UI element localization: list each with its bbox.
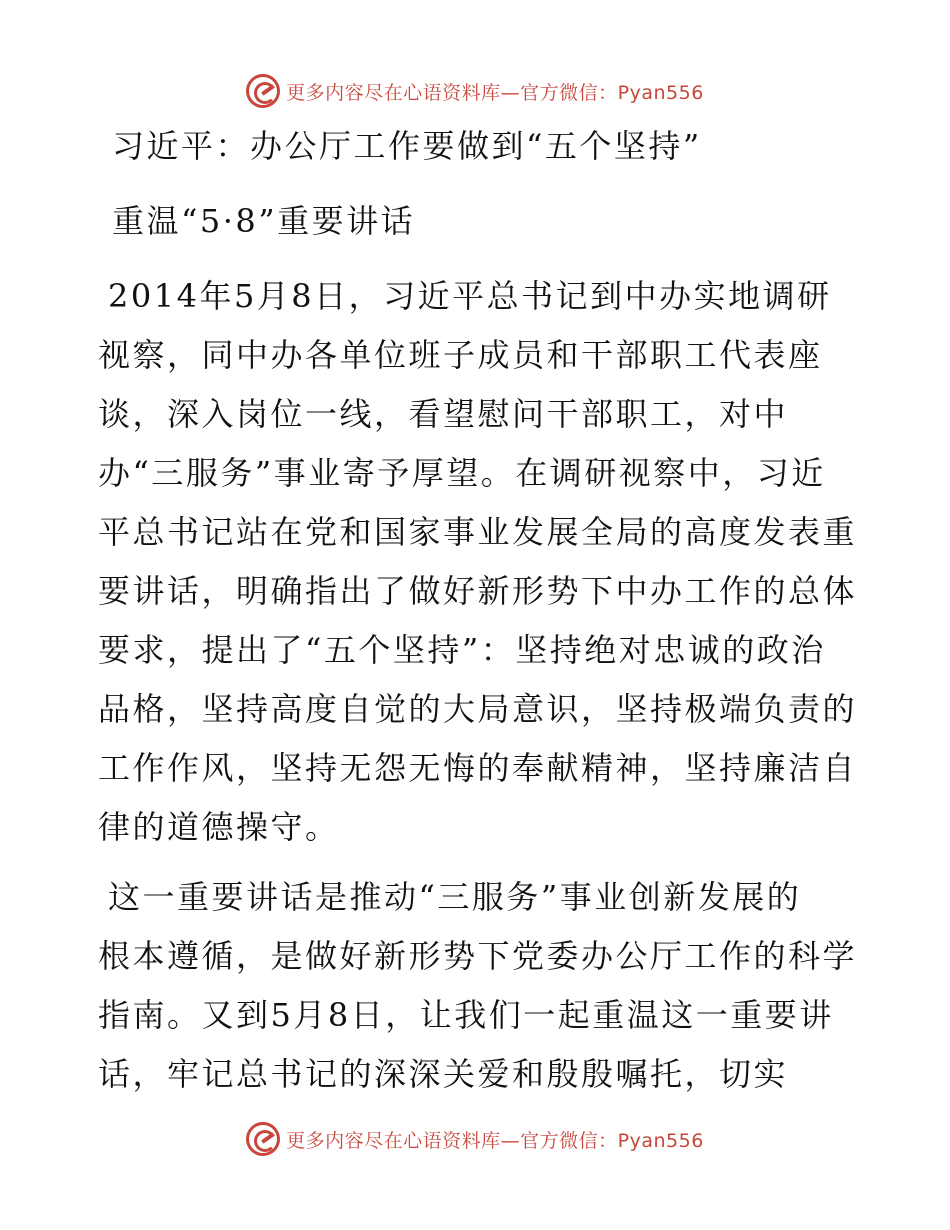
watermark-label: 更多内容尽在心语资料库—官方微信： — [286, 1129, 618, 1152]
watermark-text — [286, 1126, 704, 1153]
paragraph-1-line-10: 律的道德操守。 — [98, 808, 340, 846]
paragraph-1-line-3: 谈，深入岗位一线，看望慰问干部职工，对中 — [98, 395, 789, 433]
paragraph-2-line-4: 话，牢记总书记的深深关爱和殷殷嘱托，切实 — [98, 1055, 789, 1093]
paragraph-2-line-2: 根本遵循，是做好新形势下党委办公厅工作的科学 — [98, 937, 858, 975]
watermark-wechat-id: Pyan556 — [617, 81, 704, 104]
paragraph-1-line-7: 要求，提出了“五个坚持”：坚持绝对忠诚的政治 — [98, 631, 826, 669]
footer-watermark — [0, 1117, 950, 1161]
watermark-wechat-id: Pyan556 — [617, 1129, 704, 1152]
document-title: 习近平：办公厅工作要做到“五个坚持” — [112, 127, 702, 165]
paragraph-2-line-1: 这一重要讲话是推动“三服务”事业创新发展的 — [108, 878, 802, 916]
paragraph-1-line-9: 工作作风，坚持无怨无悔的奉献精神，坚持廉洁自 — [98, 749, 858, 787]
paragraph-1-line-1: 2014年5月8日，习近平总书记到中办实地调研 — [108, 277, 832, 315]
watermark-text — [286, 78, 704, 105]
header-watermark — [0, 69, 950, 113]
paragraph-1-line-6: 要讲话，明确指出了做好新形势下中办工作的总体 — [98, 572, 858, 610]
paragraph-1-line-5: 平总书记站在党和国家事业发展全局的高度发表重 — [98, 513, 858, 551]
paragraph-1-line-8: 品格，坚持高度自觉的大局意识，坚持极端负责的 — [98, 690, 858, 728]
brush-circle-logo-icon — [246, 1122, 280, 1156]
brush-circle-logo-icon — [246, 74, 280, 108]
document-subtitle: 重温“5·8”重要讲话 — [112, 202, 416, 240]
paragraph-2-line-3: 指南。又到5月8日，让我们一起重温这一重要讲 — [98, 996, 834, 1034]
watermark-label: 更多内容尽在心语资料库—官方微信： — [286, 81, 618, 104]
paragraph-1-line-4: 办“三服务”事业寄予厚望。在调研视察中，习近 — [98, 454, 826, 492]
paragraph-1-line-2: 视察，同中办各单位班子成员和干部职工代表座 — [98, 336, 823, 374]
